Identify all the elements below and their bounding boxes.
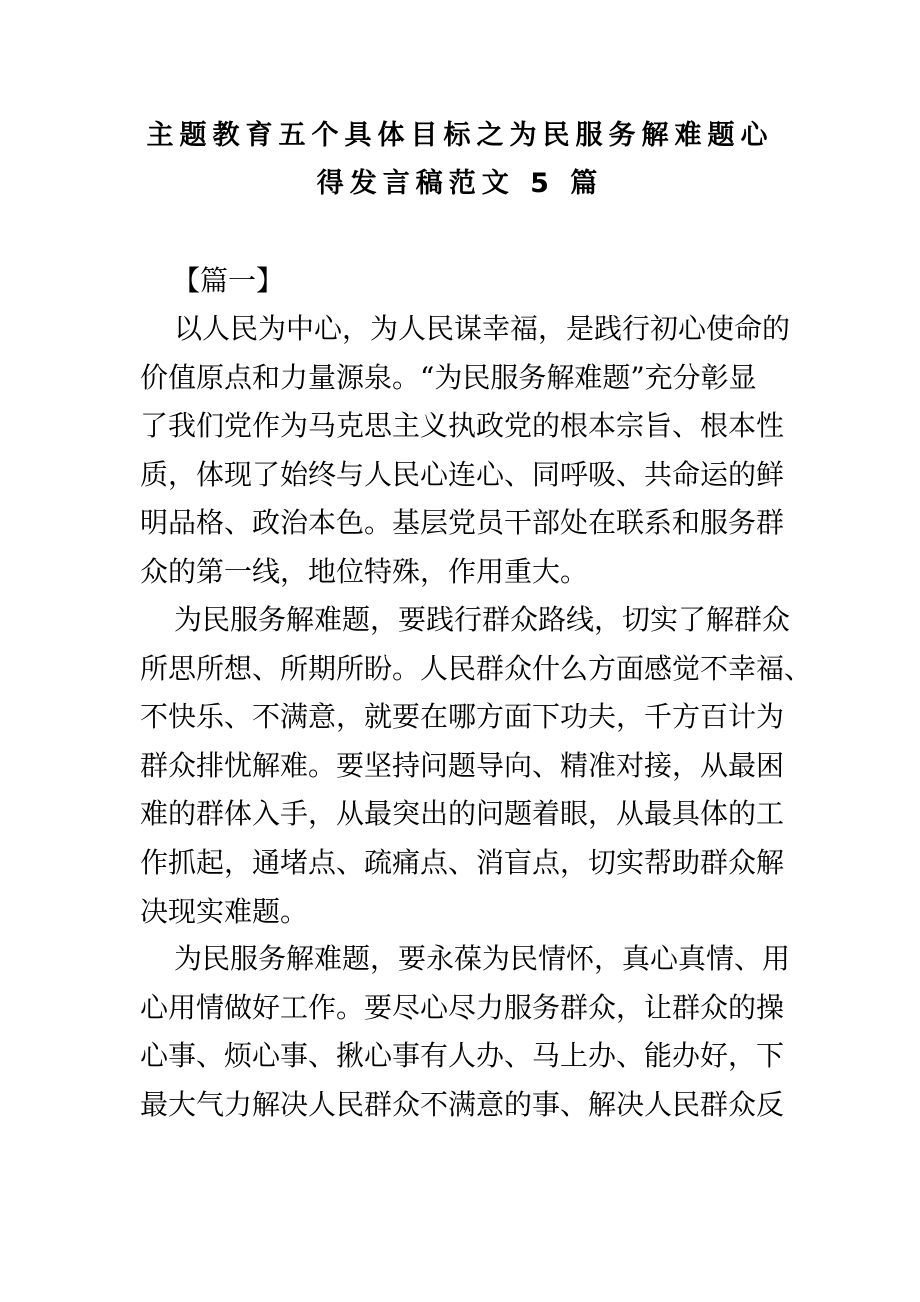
paragraph-line: 众的第一线，地位特殊，作用重大。	[140, 554, 589, 588]
paragraph-line: 了我们党作为马克思主义执政党的根本宗旨、根本性	[140, 409, 785, 443]
paragraph-line: 最大气力解决人民群众不满意的事、解决人民群众反	[140, 1087, 785, 1121]
paragraph-line: 作抓起，通堵点、疏痛点、消盲点，切实帮助群众解	[140, 845, 785, 879]
paragraph-line: 价值原点和力量源泉。“为民服务解难题”充分彰显	[140, 360, 757, 394]
paragraph-line: 为民服务解难题，要践行群众路线，切实了解群众	[174, 603, 791, 636]
paragraph-line: 决现实难题。	[140, 894, 309, 928]
section-heading: 【篇一】	[172, 264, 285, 297]
paragraph-line: 所思所想、所期所盼。人民群众什么方面感觉不幸福、	[140, 651, 813, 685]
paragraph-line: 质，体现了始终与人民心连心、同呼吸、共命运的鲜	[140, 457, 785, 491]
paragraph-line: 心用情做好工作。要尽心尽力服务群众，让群众的操	[140, 990, 785, 1024]
document-title-line-2: 得发言稿范文 5 篇	[316, 168, 604, 199]
paragraph-line: 为民服务解难题，要永葆为民情怀，真心真情、用	[174, 942, 791, 975]
paragraph-line: 以人民为中心，为人民谋幸福，是践行初心使命的	[174, 312, 791, 345]
paragraph-3	[140, 935, 790, 1129]
paragraph-1	[140, 305, 790, 597]
paragraph-line: 明品格、政治本色。基层党员干部处在联系和服务群	[140, 506, 785, 540]
document-title-line-1: 主题教育五个具体目标之为民服务解难题心	[146, 120, 774, 151]
paragraph-line: 不快乐、不满意，就要在哪方面下功夫，千方百计为	[140, 700, 785, 734]
paragraph-line: 群众排忧解难。要坚持问题导向、精准对接，从最困	[140, 748, 785, 782]
paragraph-line: 难的群体入手，从最突出的问题着眼，从最具体的工	[140, 797, 785, 831]
paragraph-line: 心事、烦心事、揪心事有人办、马上办、能办好，下	[140, 1039, 785, 1073]
paragraph-2	[140, 596, 813, 936]
